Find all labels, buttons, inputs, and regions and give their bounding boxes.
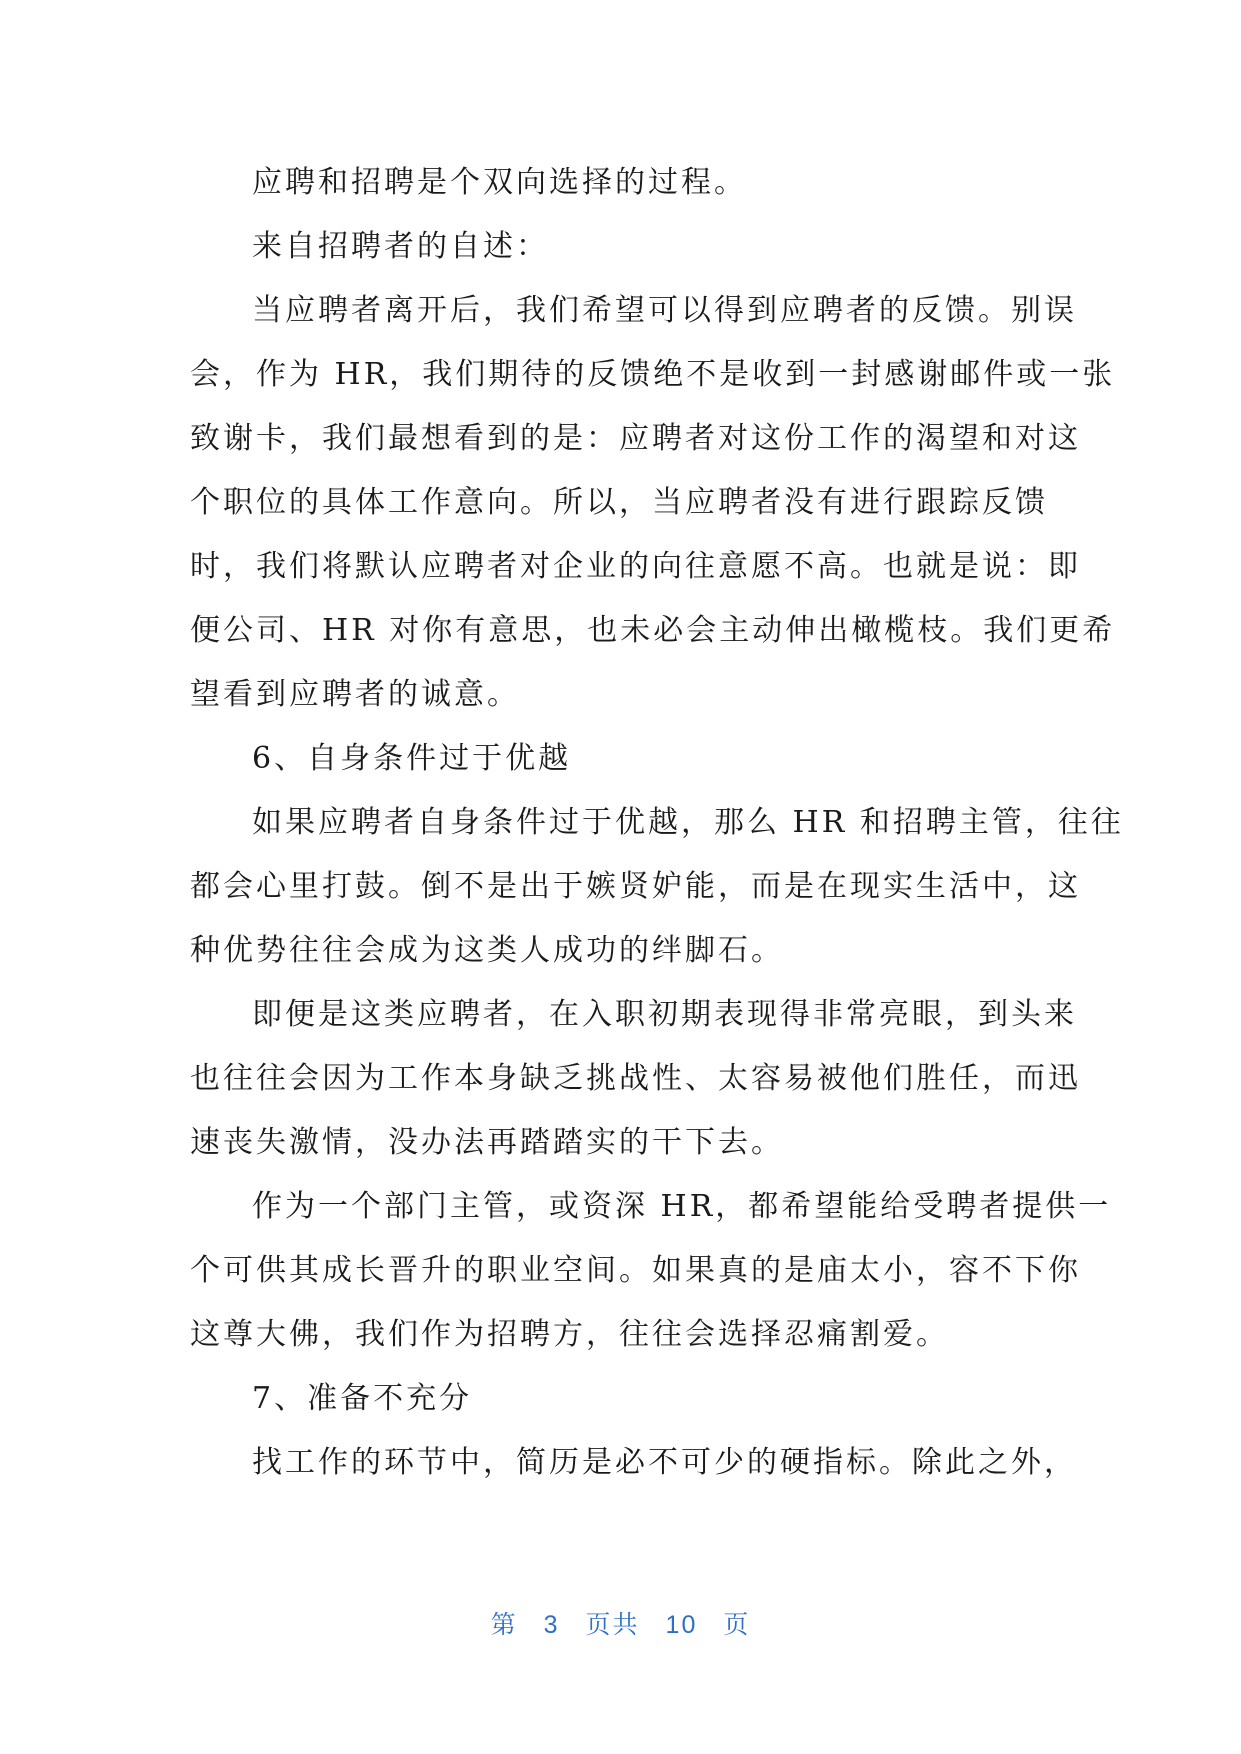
paragraph-line: 时，我们将默认应聘者对企业的向往意愿不高。也就是说：即 bbox=[190, 549, 1081, 584]
paragraph-line: 致谢卡，我们最想看到的是：应聘者对这份工作的渴望和对这 bbox=[190, 421, 1081, 456]
paragraph-line: 即便是这类应聘者，在入职初期表现得非常亮眼，到头来 bbox=[252, 997, 1077, 1032]
paragraph-line: 都会心里打鼓。倒不是出于嫉贤妒能，而是在现实生活中，这 bbox=[190, 869, 1081, 904]
paragraph-line: 找工作的环节中，简历是必不可少的硬指标。除此之外， bbox=[252, 1445, 1077, 1480]
section-heading: 6、自身条件过于优越 bbox=[252, 741, 572, 776]
paragraph-line: 个职位的具体工作意向。所以，当应聘者没有进行跟踪反馈 bbox=[190, 485, 1048, 520]
paragraph-line: 望看到应聘者的诚意。 bbox=[190, 677, 520, 712]
paragraph-line: 作为一个部门主管，或资深 HR，都希望能给受聘者提供一 bbox=[252, 1189, 1112, 1224]
paragraph-line: 种优势往往会成为这类人成功的绊脚石。 bbox=[190, 933, 784, 968]
current-page-number: 3 bbox=[543, 1611, 560, 1639]
paragraph-line: 会，作为 HR，我们期待的反馈绝不是收到一封感谢邮件或一张 bbox=[190, 357, 1116, 392]
paragraph-line: 应聘和招聘是个双向选择的过程。 bbox=[252, 165, 747, 200]
paragraph-line: 便公司、HR 对你有意思，也未必会主动伸出橄榄枝。我们更希 bbox=[190, 613, 1116, 648]
footer-middle: 页共 bbox=[585, 1611, 640, 1639]
paragraph-line: 如果应聘者自身条件过于优越，那么 HR 和招聘主管，往往 bbox=[252, 805, 1124, 840]
paragraph-line: 当应聘者离开后，我们希望可以得到应聘者的反馈。别误 bbox=[252, 293, 1077, 328]
paragraph-line: 也往往会因为工作本身缺乏挑战性、太容易被他们胜任，而迅 bbox=[190, 1061, 1081, 1096]
section-heading: 7、准备不充分 bbox=[252, 1381, 473, 1416]
footer-prefix: 第 bbox=[490, 1611, 518, 1639]
page-footer bbox=[0, 1605, 1241, 1641]
total-pages-number: 10 bbox=[665, 1611, 698, 1639]
footer-suffix: 页 bbox=[723, 1611, 751, 1639]
paragraph-line: 这尊大佛，我们作为招聘方，往往会选择忍痛割爱。 bbox=[190, 1317, 949, 1352]
paragraph-line: 个可供其成长晋升的职业空间。如果真的是庙太小，容不下你 bbox=[190, 1253, 1081, 1288]
paragraph-line: 速丧失激情，没办法再踏踏实的干下去。 bbox=[190, 1125, 784, 1160]
paragraph-line: 来自招聘者的自述： bbox=[252, 229, 549, 264]
